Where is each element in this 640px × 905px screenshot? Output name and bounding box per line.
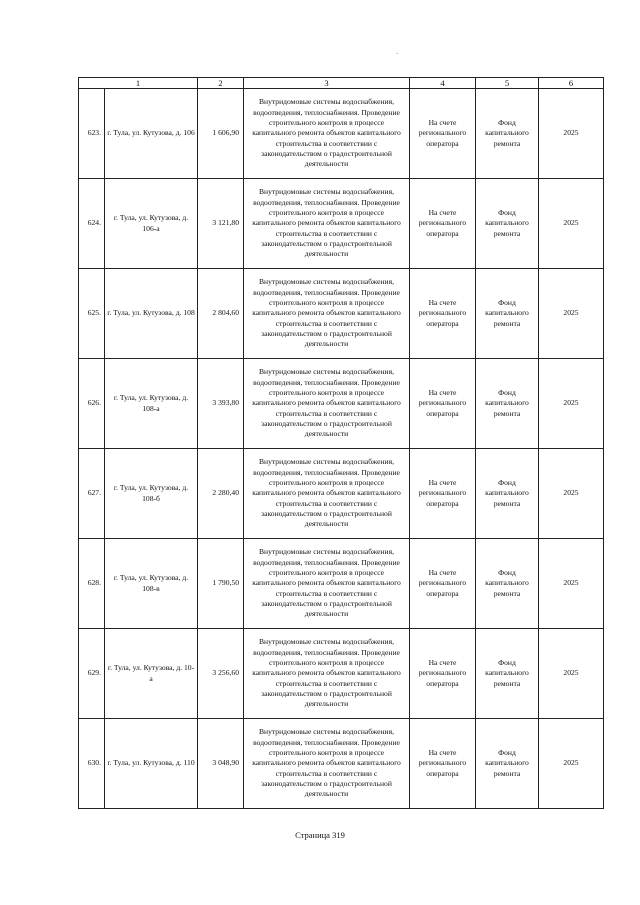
row-area: 3 256,60 — [198, 629, 244, 719]
table-row — [79, 449, 604, 539]
row-area: 1 606,90 — [198, 89, 244, 179]
row-account: На счете регионального оператора — [410, 539, 476, 629]
row-fund: Фонд капитального ремонта — [476, 629, 539, 719]
repair-plan-table — [78, 77, 604, 809]
table-row — [79, 269, 604, 359]
row-area: 3 121,80 — [198, 179, 244, 269]
table-row — [79, 539, 604, 629]
header-col-2: 2 — [198, 78, 244, 89]
document-sheet — [78, 77, 604, 809]
header-col-6: 6 — [539, 78, 604, 89]
table-row — [79, 89, 604, 179]
row-fund: Фонд капитального ремонта — [476, 449, 539, 539]
row-number: 625. — [79, 269, 105, 359]
row-address: г. Тула, ул. Кутузова, д. 106 — [105, 89, 198, 179]
row-fund: Фонд капитального ремонта — [476, 359, 539, 449]
row-address: г. Тула, ул. Кутузова, д. 108-в — [105, 539, 198, 629]
row-work-type: Внутридомовые системы водоснабжения, водоотведения, теплоснабжения. Проведение строительного контроля в процессе капитального ремонта объектов капитального строительства в соответствии с законодательством о градостроительной деятельности — [244, 719, 410, 809]
row-address: г. Тула, ул. Кутузова, д. 108-б — [105, 449, 198, 539]
row-account: На счете регионального оператора — [410, 89, 476, 179]
row-area: 3 048,90 — [198, 719, 244, 809]
row-work-type: Внутридомовые системы водоснабжения, водоотведения, теплоснабжения. Проведение строительного контроля в процессе капитального ремонта объектов капитального строительства в соответствии с законодательством о градостроительной деятельности — [244, 89, 410, 179]
row-work-type: Внутридомовые системы водоснабжения, водоотведения, теплоснабжения. Проведение строительного контроля в процессе капитального ремонта объектов капитального строительства в соответствии с законодательством о градостроительной деятельности — [244, 539, 410, 629]
row-account: На счете регионального оператора — [410, 629, 476, 719]
row-year: 2025 — [539, 179, 604, 269]
row-year: 2025 — [539, 89, 604, 179]
row-account: На счете регионального оператора — [410, 449, 476, 539]
row-area: 2 804,60 — [198, 269, 244, 359]
row-year: 2025 — [539, 359, 604, 449]
row-address: г. Тула, ул. Кутузова, д. 10-а — [105, 629, 198, 719]
header-col-5: 5 — [476, 78, 539, 89]
header-col-3: 3 — [244, 78, 410, 89]
row-number: 630. — [79, 719, 105, 809]
table-row — [79, 719, 604, 809]
row-number: 624. — [79, 179, 105, 269]
table-row — [79, 629, 604, 719]
row-year: 2025 — [539, 539, 604, 629]
row-account: На счете регионального оператора — [410, 359, 476, 449]
row-fund: Фонд капитального ремонта — [476, 539, 539, 629]
row-address: г. Тула, ул. Кутузова, д. 108 — [105, 269, 198, 359]
row-address: г. Тула, ул. Кутузова, д. 106-а — [105, 179, 198, 269]
row-fund: Фонд капитального ремонта — [476, 719, 539, 809]
row-work-type: Внутридомовые системы водоснабжения, водоотведения, теплоснабжения. Проведение строительного контроля в процессе капитального ремонта объектов капитального строительства в соответствии с законодательством о градостроительной деятельности — [244, 179, 410, 269]
row-work-type: Внутридомовые системы водоснабжения, водоотведения, теплоснабжения. Проведение строительного контроля в процессе капитального ремонта объектов капитального строительства в соответствии с законодательством о градостроительной деятельности — [244, 449, 410, 539]
row-year: 2025 — [539, 269, 604, 359]
row-year: 2025 — [539, 629, 604, 719]
row-work-type: Внутридомовые системы водоснабжения, водоотведения, теплоснабжения. Проведение строительного контроля в процессе капитального ремонта объектов капитального строительства в соответствии с законодательством о градостроительной деятельности — [244, 359, 410, 449]
page-number: Страница 319 — [295, 830, 345, 840]
row-fund: Фонд капитального ремонта — [476, 89, 539, 179]
row-fund: Фонд капитального ремонта — [476, 269, 539, 359]
row-account: На счете регионального оператора — [410, 719, 476, 809]
row-number: 623. — [79, 89, 105, 179]
row-number: 626. — [79, 359, 105, 449]
header-row — [79, 78, 604, 89]
scan-mark: ˊ — [396, 52, 399, 60]
header-col-1: 1 — [79, 78, 198, 89]
row-area: 2 280,40 — [198, 449, 244, 539]
row-work-type: Внутридомовые системы водоснабжения, водоотведения, теплоснабжения. Проведение строительного контроля в процессе капитального ремонта объектов капитального строительства в соответствии с законодательством о градостроительной деятельности — [244, 269, 410, 359]
header-col-4: 4 — [410, 78, 476, 89]
row-work-type: Внутридомовые системы водоснабжения, водоотведения, теплоснабжения. Проведение строительного контроля в процессе капитального ремонта объектов капитального строительства в соответствии с законодательством о градостроительной деятельности — [244, 629, 410, 719]
row-year: 2025 — [539, 719, 604, 809]
row-address: г. Тула, ул. Кутузова, д. 108-а — [105, 359, 198, 449]
row-number: 629. — [79, 629, 105, 719]
table-row — [79, 359, 604, 449]
row-number: 627. — [79, 449, 105, 539]
row-year: 2025 — [539, 449, 604, 539]
row-address: г. Тула, ул. Кутузова, д. 110 — [105, 719, 198, 809]
row-number: 628. — [79, 539, 105, 629]
row-fund: Фонд капитального ремонта — [476, 179, 539, 269]
row-area: 3 393,80 — [198, 359, 244, 449]
row-account: На счете регионального оператора — [410, 269, 476, 359]
table-row — [79, 179, 604, 269]
row-account: На счете регионального оператора — [410, 179, 476, 269]
row-area: 1 790,50 — [198, 539, 244, 629]
